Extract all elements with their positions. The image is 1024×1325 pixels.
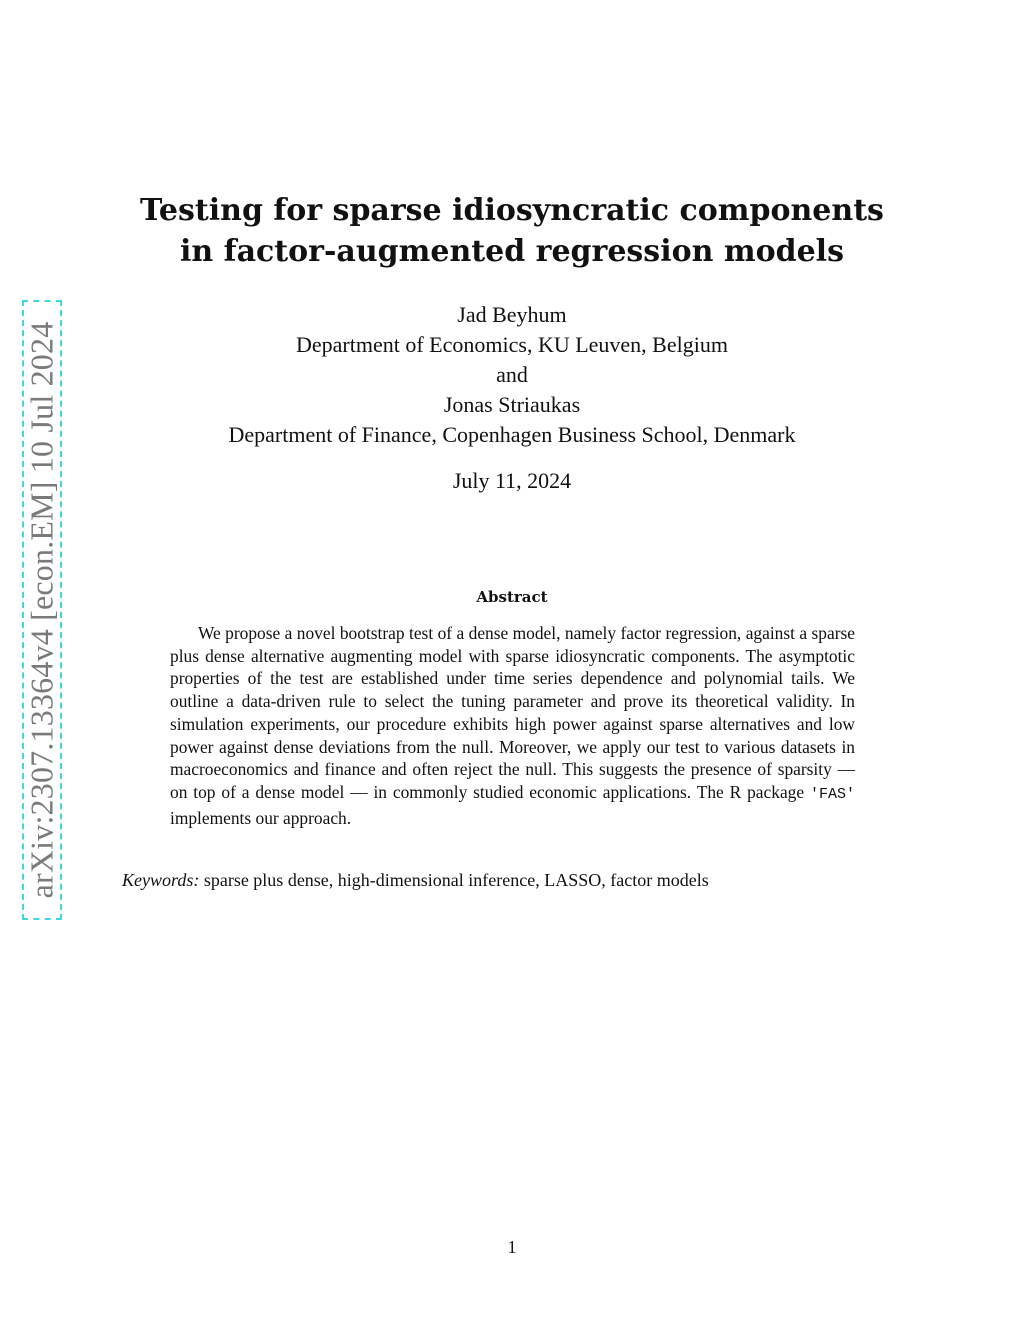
keywords-label: Keywords: — [122, 870, 200, 890]
paper-date: July 11, 2024 — [452, 468, 572, 493]
arxiv-identifier[interactable]: arXiv:2307.13364v4 [econ.EM] 10 Jul 2024 — [23, 321, 60, 899]
arxiv-stamp[interactable] — [22, 300, 62, 920]
abstract-heading: Abstract — [476, 588, 548, 606]
paper-title — [100, 190, 924, 272]
keywords-line — [122, 870, 922, 891]
abstract-main-text: We propose a novel bootstrap test of a dense model, namely factor regression, against a sparse plus dense alternative augmenting model with sparse idiosyncratic components. The asymptotic properties of the test are established under time series dependence and polynomial tails. We outline a data-driven rule to select the tuning parameter and prove its theoretical validity. In simulation experiments, our procedure exhibits high power against sparse alternatives and low power against dense deviations from the null. Moreover, we apply our test to various datasets in macroeconomics and finance and often reject the null. This suggests the presence of sparsity — on top of a dense model — in commonly studied economic applications. The R package — [170, 623, 855, 802]
abstract-ending: implements our approach. — [170, 807, 352, 828]
author-affiliation: Department of Economics, KU Leuven, Belgium — [296, 332, 728, 357]
author-block — [100, 300, 924, 450]
author-name: Jonas Striaukas — [443, 392, 581, 417]
title-line-2: in factor-augmented regression models — [180, 234, 844, 269]
author-conjunction: and — [496, 362, 528, 387]
keywords-text: sparse plus dense, high-dimensional inference, LASSO, factor models — [203, 870, 709, 890]
package-name: 'FAS' — [809, 785, 855, 803]
abstract-text — [170, 622, 855, 829]
author-name: Jad Beyhum — [457, 302, 567, 327]
author-affiliation: Department of Finance, Copenhagen Business School, Denmark — [228, 422, 796, 447]
page-number: 1 — [507, 1237, 517, 1257]
title-line-1: Testing for sparse idiosyncratic components — [140, 193, 884, 228]
